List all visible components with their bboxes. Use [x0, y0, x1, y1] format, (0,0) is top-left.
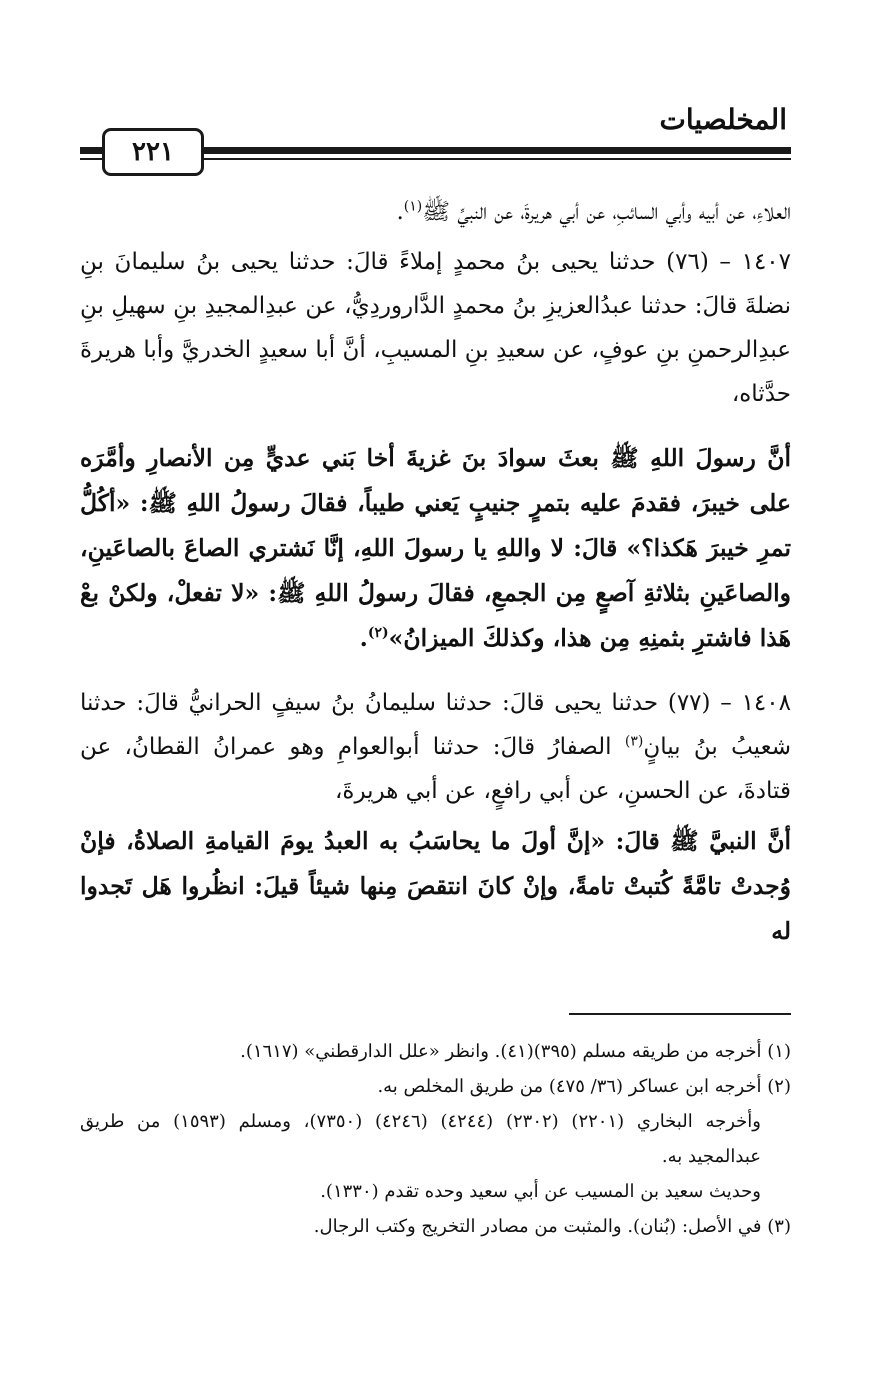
page-number: ٢٢١: [102, 128, 204, 176]
matn-1408: أنَّ النبيَّ ﷺ قالَ: «إنَّ أولَ ما يحاسَبُ به العبدُ يومَ القيامةِ الصلاةُ، فإنْ وُجدتْ تامَّةً كُتبتْ تامةً، وإنْ كانَ انتقصَ مِنها شيئاً قيلَ: انظُروا هَل تَجدوا له: [80, 827, 791, 945]
footnote-2: (٢) أخرجه ابن عساكر (٣٦/ ٤٧٥) من طريق المخلص به.: [377, 1076, 791, 1097]
footnote-3: (٣) في الأصل: (بُنان). والمثبت من مصادر التخريج وكتب الرجال.: [313, 1216, 791, 1237]
footnote-1: (١) أخرجه من طريقه مسلم (٣٩٥)(٤١). وانظر «علل الدارقطني» (١٦١٧).: [240, 1041, 791, 1062]
isnad-text: ١٤٠٨ – (٧٧) حدثنا يحيى قالَ: حدثنا سليمانُ بنُ سيفٍ الحرانيُّ قالَ: حدثنا شعيبُ بنُ بيانٍ: [80, 690, 791, 760]
period: .: [359, 624, 368, 652]
isnad-1407: ١٤٠٧ – (٧٦) حدثنا يحيى بنُ محمدٍ إملاءً قالَ: حدثنا يحيى بنُ سليمانَ بنِ نضلةَ قالَ: حدثنا عبدُالعزيزِ بنُ محمدٍ الدَّاروردِيُّ، عن عبدِالمجيدِ بنِ سهيلِ بنِ عبدِالرحمنِ بنِ عوفٍ، عن سعيدِ بنِ المسيبِ، أنَّ أبا سعيدٍ الخدريَّ وأبا هريرةَ حدَّثاه،: [80, 249, 792, 407]
main-text: [80, 190, 791, 954]
running-head: المخلصيات: [659, 103, 787, 136]
paragraph-text: العلاءِ، عن أبيه وأبي السائبِ، عن أبي هريرةَ، عن النبيِّ ﷺ: [422, 199, 791, 225]
hadith-text: أنَّ رسولَ اللهِ ﷺ بعثَ سوادَ بنَ غزيةَ أخا بَني عديٍّ مِن الأنصارِ وأمَّرَه على خيبرَ، فقدمَ عليه بتمرٍ جنيبٍ يَعني طيباً، فقالَ رسولُ اللهِ ﷺ: «أكُلُّ تمرِ خيبرَ هَكذا؟» قالَ: لا واللهِ يا رسولَ اللهِ، إنَّا نَشتري الصاعَ بالصاعَينِ، والصاعَينِ بثلاثةِ آصعٍ مِن الجمعِ، فقالَ رسولُ اللهِ ﷺ: «لا تفعلْ، ولكنْ بعْ هَذا فاشترِ بثمنِهِ مِن هذا، وكذلكَ الميزانُ»: [80, 444, 791, 652]
footnotes: [80, 1034, 791, 1244]
matn-1407: [80, 436, 791, 661]
period: .: [396, 199, 404, 225]
isnad-1408: [80, 681, 791, 813]
footnote-ref: (١): [403, 198, 423, 215]
isnad-text-continued: الصفارُ قالَ: حدثنا أبوالعوامِ وهو عمرانُ القطانُ، عن قتادةَ، عن الحسنِ، عن أبي رافعٍ، عن أبي هريرةَ،: [80, 734, 791, 804]
footnote-2-note: وحديث سعيد بن المسيب عن أبي سعيد وحده تقدم (١٣٣٠).: [320, 1181, 761, 1202]
footnote-separator: [569, 1013, 791, 1015]
footnote-ref: (٣): [624, 733, 644, 750]
paragraph-continuation: [80, 190, 791, 234]
footnote-2-continued: وأخرجه البخاري (٢٢٠١) (٢٣٠٢) (٤٢٤٤) (٤٢٤٦) (٧٣٥٠)، ومسلم (١٥٩٣) من طريق عبدالمجيد به.: [80, 1111, 761, 1167]
footnote-ref: (٢): [367, 625, 389, 642]
